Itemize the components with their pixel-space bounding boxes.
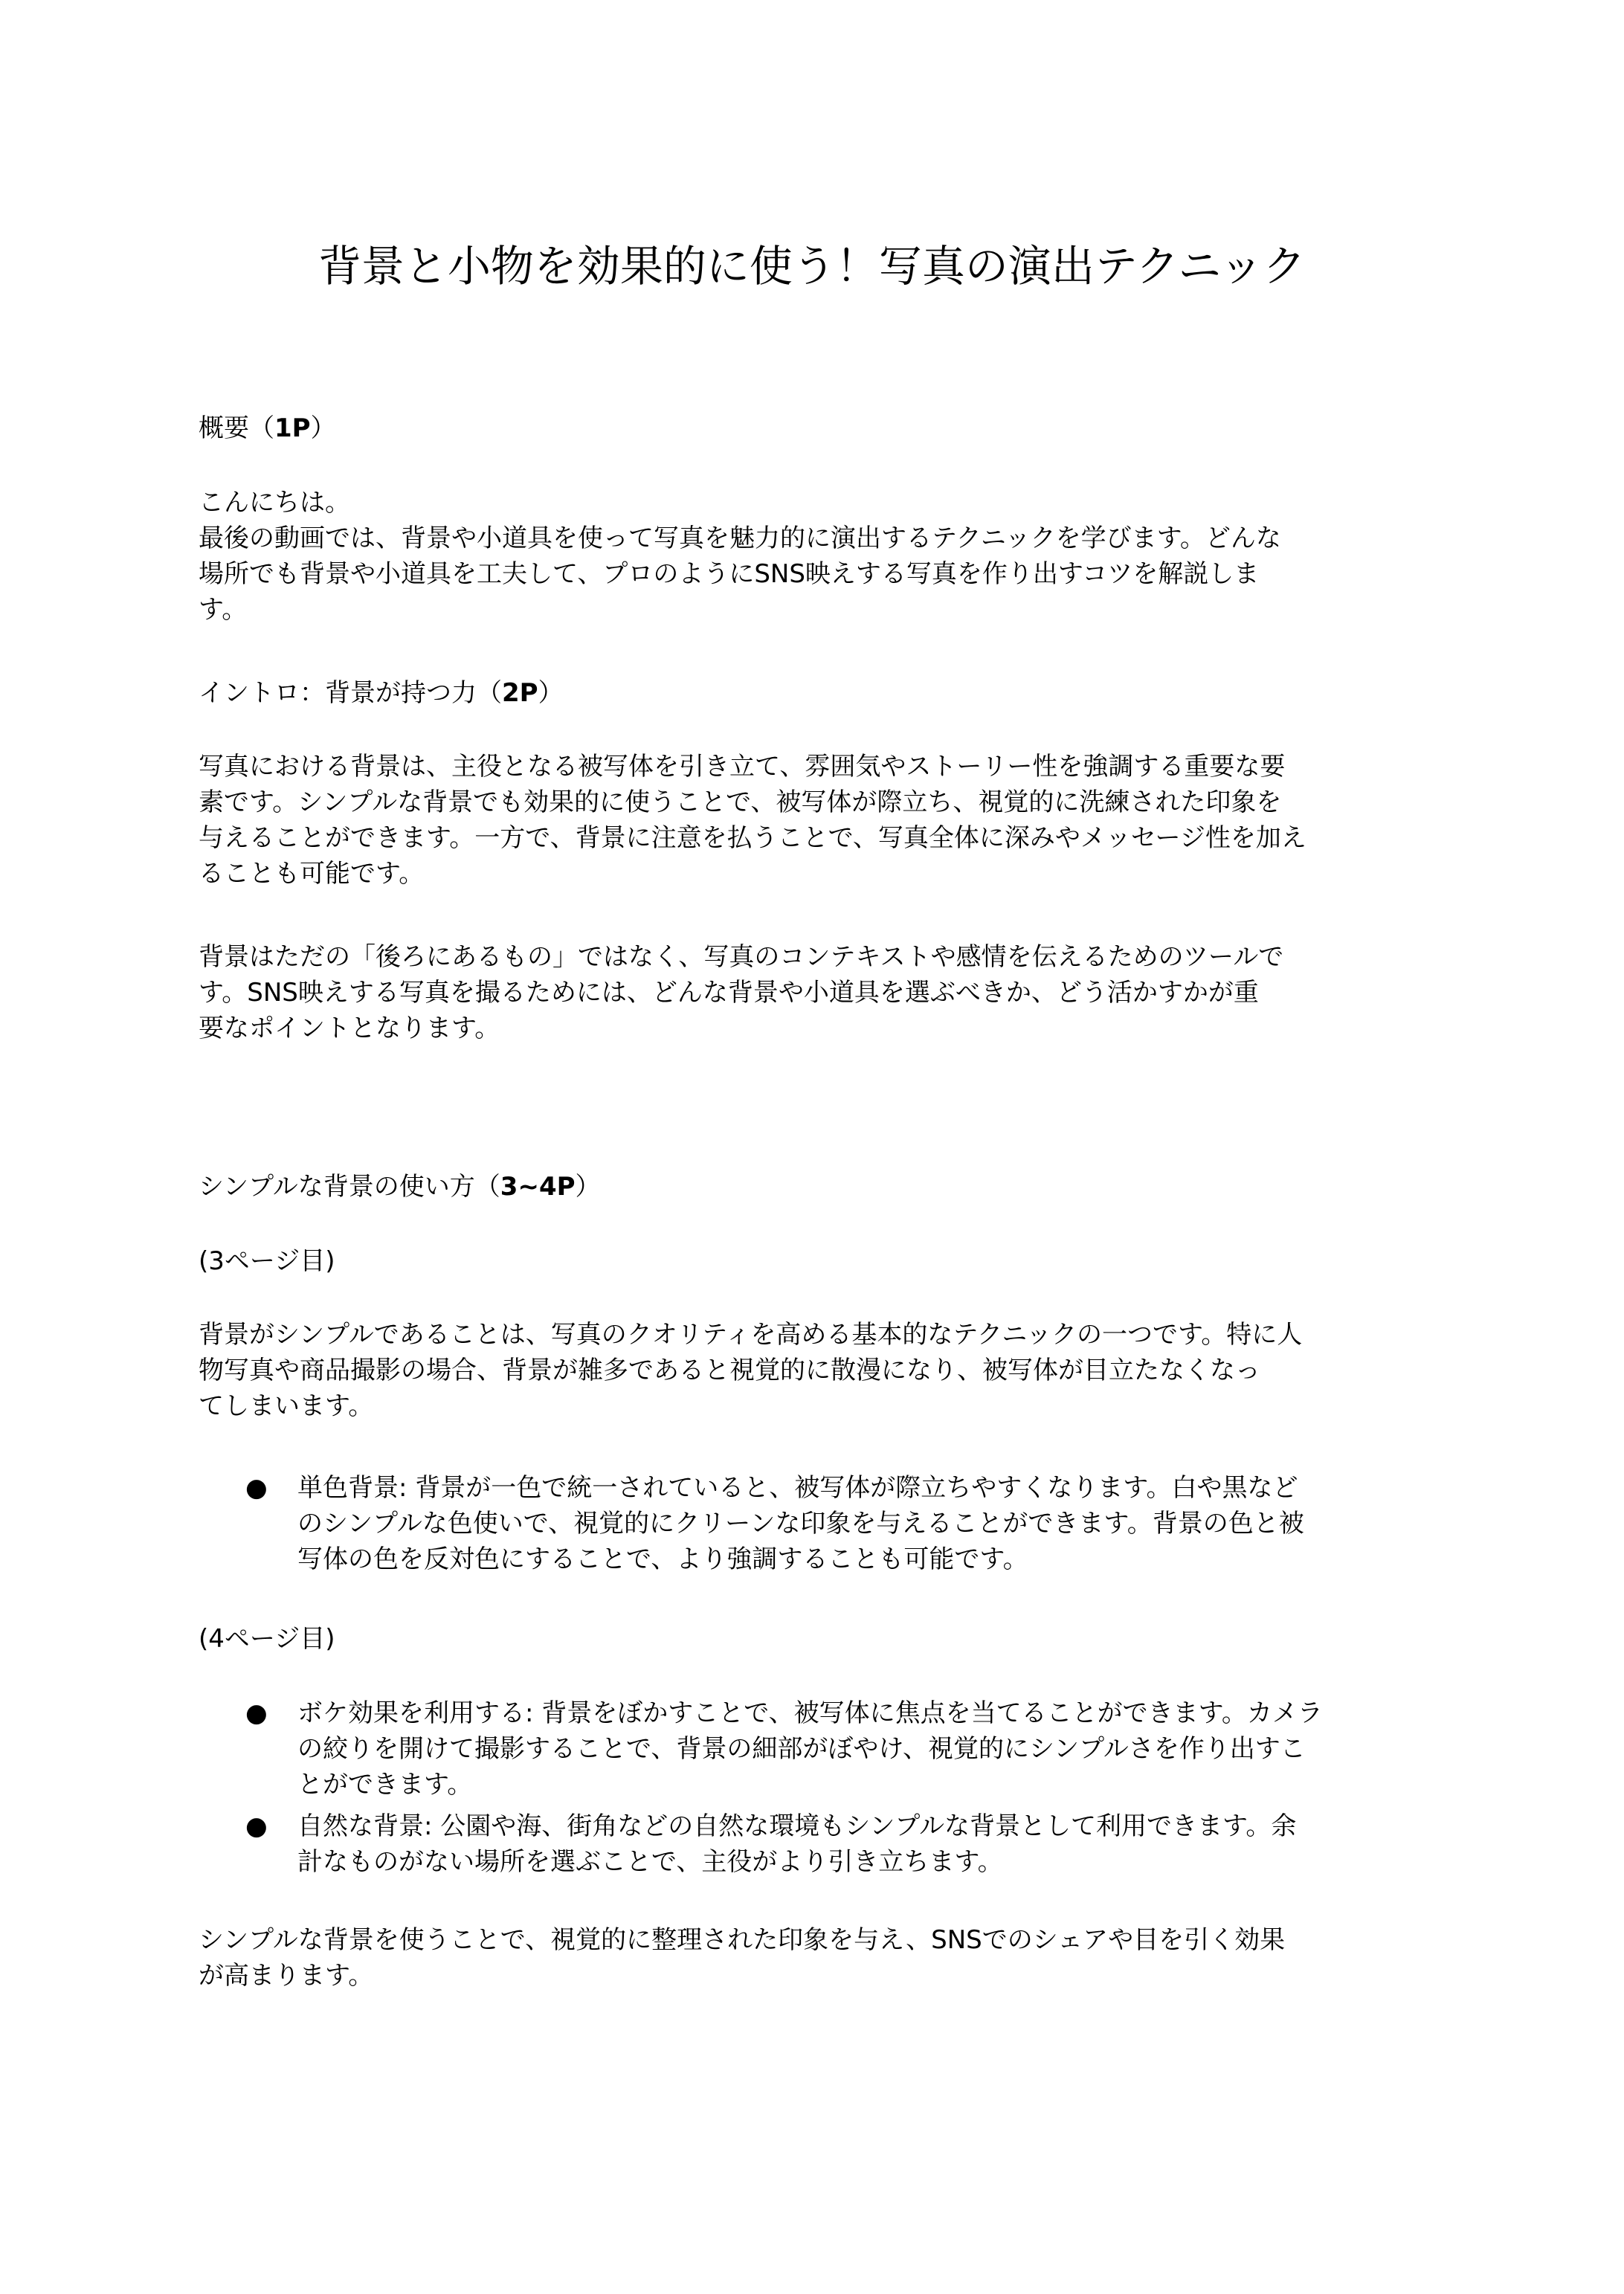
overview-line: 最後の動画では、背景や小道具を使って写真を魅力的に演出するテクニックを学びます。どんな bbox=[199, 523, 1281, 553]
simple-heading-page: 3~4P bbox=[500, 1172, 576, 1202]
bullet-line: の絞りを開けて撮影することで、背景の細部がぼやけ、視覚的にシンプルさを作り出すこ bbox=[297, 1734, 1306, 1764]
bullet-line: とができます。 bbox=[297, 1770, 473, 1800]
intro-paragraph-1 bbox=[199, 749, 1440, 892]
bullet-line: 自然な背景: 公園や海、街角などの自然な環境もシンプルな背景として利用できます。余 bbox=[297, 1811, 1297, 1841]
intro-heading-text: イントロ：背景が持つ力（ bbox=[199, 678, 502, 708]
page3-line: てしまいます。 bbox=[199, 1391, 374, 1421]
intro-heading-close: ） bbox=[538, 678, 564, 708]
intro-p2-line: 要なポイントとなります。 bbox=[199, 1014, 500, 1043]
page4-label: (4ページ目) bbox=[199, 1624, 335, 1654]
closing-line: シンプルな背景を使うことで、視覚的に整理された印象を与え、SNSでのシェアや目を引く効果 bbox=[199, 1925, 1286, 1955]
simple-heading-close: ） bbox=[575, 1172, 601, 1202]
document-title: 背景と小物を効果的に使う！写真の演出テクニック bbox=[318, 241, 1306, 291]
overview-heading-text: 概要（ bbox=[199, 413, 274, 443]
intro-p2-line: す。SNS映えする写真を撮るためには、どんな背景や小道具を選ぶべきか、どう活かすかが重 bbox=[199, 978, 1259, 1008]
bullet-icon: ● bbox=[245, 1698, 268, 1728]
page3-paragraph bbox=[199, 1317, 1440, 1424]
overview-greeting: こんにちは。 bbox=[199, 488, 350, 518]
intro-p1-line: 写真における背景は、主役となる被写体を引き立て、雰囲気やストーリー性を強調する重要な要 bbox=[199, 752, 1286, 782]
closing-paragraph bbox=[199, 1922, 1440, 1994]
intro-paragraph-2 bbox=[199, 939, 1440, 1046]
intro-heading bbox=[199, 675, 1440, 711]
bullet-icon: ● bbox=[245, 1473, 268, 1503]
page3-line: 背景がシンプルであることは、写真のクオリティを高める基本的なテクニックの一つです。特に人 bbox=[199, 1320, 1303, 1350]
overview-heading bbox=[199, 410, 1440, 446]
page3-line: 物写真や商品撮影の場合、背景が雑多であると視覚的に散漫になり、被写体が目立たなくなっ bbox=[199, 1356, 1260, 1385]
page3-label: (3ページ目) bbox=[199, 1246, 335, 1276]
simple-heading bbox=[199, 1169, 1440, 1205]
overview-line: す。 bbox=[199, 595, 248, 625]
overview-heading-page: 1P bbox=[274, 413, 311, 443]
intro-heading-page: 2P bbox=[502, 678, 538, 708]
intro-p1-line: 与えることができます。一方で、背景に注意を払うことで、写真全体に深みやメッセージ性を加え bbox=[199, 823, 1306, 853]
bullet-icon: ● bbox=[245, 1811, 268, 1841]
intro-p2-line: 背景はただの「後ろにあるもの」ではなく、写真のコンテキストや感情を伝えるためのツールで bbox=[199, 942, 1284, 972]
bullet-line: 写体の色を反対色にすることで、より強調することも可能です。 bbox=[297, 1544, 1028, 1574]
simple-heading-text: シンプルな背景の使い方（ bbox=[199, 1172, 500, 1202]
bullet-line: 単色背景: 背景が一色で統一されていると、被写体が際立ちやすくなります。白や黒など bbox=[297, 1473, 1298, 1503]
intro-p1-line: ることも可能です。 bbox=[199, 859, 425, 889]
closing-line: が高まります。 bbox=[199, 1961, 374, 1991]
overview-line: 場所でも背景や小道具を工夫して、プロのようにSNS映えする写真を作り出すコツを解説しま bbox=[199, 559, 1260, 589]
bullet-line: ボケ効果を利用する: 背景をぼかすことで、被写体に焦点を当てることができます。カメラ bbox=[297, 1698, 1323, 1728]
bullet-line: 計なものがない場所を選ぶことで、主役がより引き立ちます。 bbox=[297, 1847, 1003, 1877]
overview-paragraph bbox=[199, 485, 1440, 628]
bullet-line: のシンプルな色使いで、視覚的にクリーンな印象を与えることができます。背景の色と被 bbox=[297, 1509, 1304, 1539]
intro-p1-line: 素です。シンプルな背景でも効果的に使うことで、被写体が際立ち、視覚的に洗練された印象を bbox=[199, 787, 1282, 817]
overview-heading-close: ） bbox=[310, 413, 336, 443]
